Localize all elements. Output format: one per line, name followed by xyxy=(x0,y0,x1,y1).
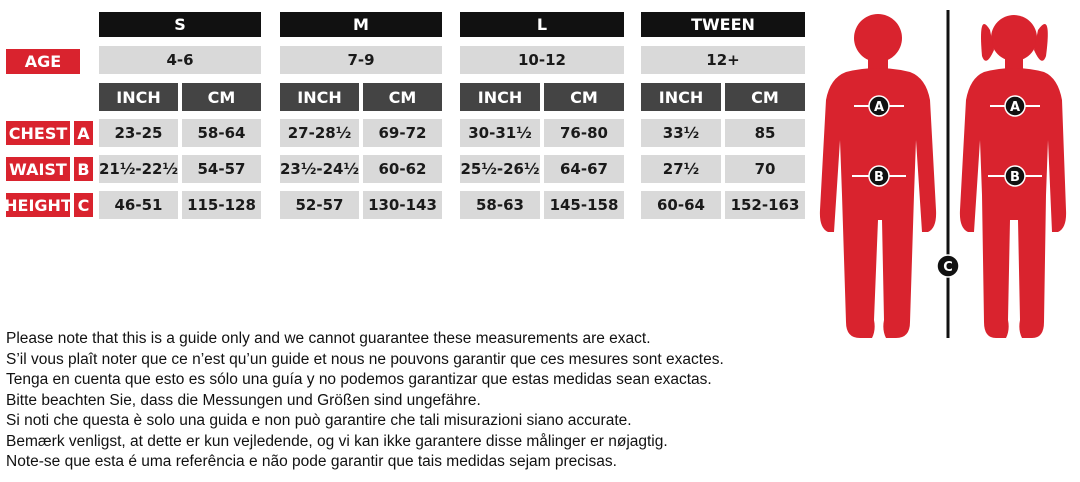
disclaimer-line-es: Tenga en cuenta que esto es sólo una guía y no podemos garantizar que estas medidas sean exactas. xyxy=(6,371,712,388)
height-l-cm: 145-158 xyxy=(544,191,624,219)
height-l-inch: 58-63 xyxy=(460,191,540,219)
unit-header-cm: CM xyxy=(363,83,442,111)
waist-marker-text: B xyxy=(874,170,884,185)
age-value-tween: 12+ xyxy=(641,46,805,74)
disclaimer-line-it: Si noti che questa è solo una guida e non può garantire che tali misurazioni siano accurate. xyxy=(6,412,632,429)
chest-tween-cm: 85 xyxy=(725,119,805,147)
height-m-inch: 52-57 xyxy=(280,191,359,219)
waist-s-inch: 21½-22½ xyxy=(99,155,178,183)
size-header-m: M xyxy=(280,12,442,37)
height-tween-inch: 60-64 xyxy=(641,191,721,219)
waist-l-cm: 64-67 xyxy=(544,155,624,183)
chest-marker-text: A xyxy=(873,100,885,115)
unit-header-cm: CM xyxy=(182,83,261,111)
size-header-l: L xyxy=(460,12,624,37)
chest-m-inch: 27-28½ xyxy=(280,119,359,147)
height-letter: C xyxy=(74,193,93,217)
disclaimer-line-pt: Note-se que esta é uma referência e não pode garantir que tais medidas sejam precisas. xyxy=(6,453,617,470)
waist-label: WAIST xyxy=(6,157,70,181)
chest-s-inch: 23-25 xyxy=(99,119,178,147)
chest-letter: A xyxy=(74,121,93,145)
height-marker-icon xyxy=(937,255,959,277)
waist-marker-text: B xyxy=(1010,170,1020,185)
unit-header-inch: INCH xyxy=(99,83,178,111)
height-tween-cm: 152-163 xyxy=(725,191,805,219)
waist-m-inch: 23½-24½ xyxy=(280,155,359,183)
disclaimer-line-de: Bitte beachten Sie, dass die Messungen und Größen sind ungefähre. xyxy=(6,391,481,409)
disclaimer-line-fr: S’il vous plaît noter que ce n’est qu’un guide et nous ne pouvons garantir que ces mesures sont exactes. xyxy=(6,350,724,368)
unit-header-cm: CM xyxy=(725,83,805,111)
height-s-cm: 115-128 xyxy=(182,191,261,219)
unit-header-inch: INCH xyxy=(641,83,721,111)
disclaimer-list xyxy=(6,329,724,473)
age-value-l: 10-12 xyxy=(460,46,624,74)
chest-s-cm: 58-64 xyxy=(182,119,261,147)
unit-header-inch: INCH xyxy=(460,83,540,111)
disclaimer-line-en: Please note that this is a guide only and we cannot guarantee these measurements are exact. xyxy=(6,330,651,347)
size-header-s: S xyxy=(99,12,261,37)
body-measurement-figures xyxy=(808,0,1078,345)
waist-tween-cm: 70 xyxy=(725,155,805,183)
waist-m-cm: 60-62 xyxy=(363,155,442,183)
size-header-tween: TWEEN xyxy=(641,12,805,37)
height-marker-text: C xyxy=(943,260,953,275)
chest-tween-inch: 33½ xyxy=(641,119,721,147)
height-s-inch: 46-51 xyxy=(99,191,178,219)
height-label: HEIGHT xyxy=(6,193,70,217)
chest-marker-text: A xyxy=(1009,100,1021,115)
chest-l-inch: 30-31½ xyxy=(460,119,540,147)
chest-l-cm: 76-80 xyxy=(544,119,624,147)
age-label: AGE xyxy=(6,49,80,74)
waist-tween-inch: 27½ xyxy=(641,155,721,183)
chest-label: CHEST xyxy=(6,121,70,145)
unit-header-inch: INCH xyxy=(280,83,359,111)
height-m-cm: 130-143 xyxy=(363,191,442,219)
disclaimer-line-da: Bemærk venligst, at dette er kun vejledende, og vi kan ikke garantere disse målinger er nøjagtig. xyxy=(6,432,668,450)
waist-letter: B xyxy=(74,157,93,181)
chest-m-cm: 69-72 xyxy=(363,119,442,147)
waist-s-cm: 54-57 xyxy=(182,155,261,183)
age-value-m: 7-9 xyxy=(280,46,442,74)
age-value-s: 4-6 xyxy=(99,46,261,74)
waist-l-inch: 25½-26½ xyxy=(460,155,540,183)
unit-header-cm: CM xyxy=(544,83,624,111)
